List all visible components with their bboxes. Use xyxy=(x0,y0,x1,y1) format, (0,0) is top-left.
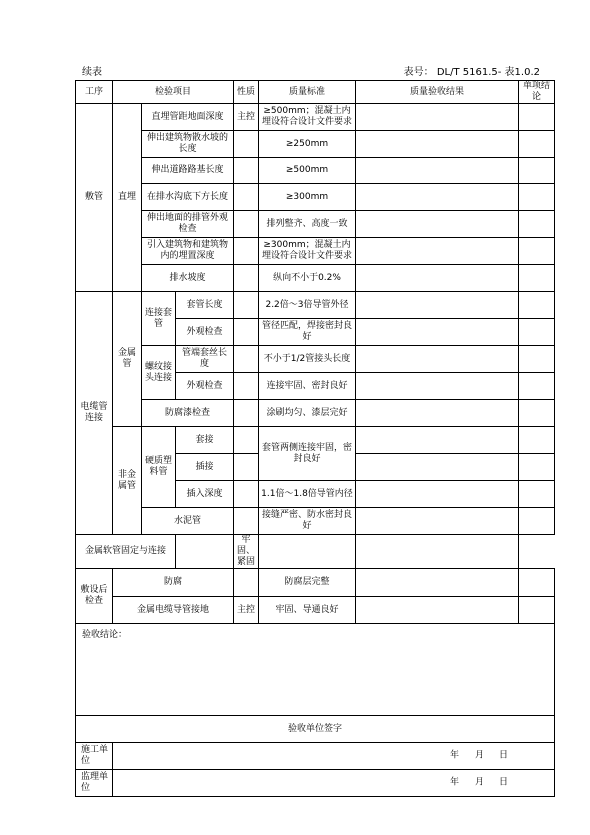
nature-cell[interactable] xyxy=(234,158,259,184)
nature-cell[interactable] xyxy=(234,131,259,158)
result-cell[interactable] xyxy=(356,292,519,319)
nature-cell[interactable] xyxy=(234,400,259,427)
col-nature: 性质 xyxy=(234,81,259,104)
conclusion-cell[interactable] xyxy=(519,319,555,346)
result-cell[interactable] xyxy=(356,427,519,454)
item-cell: 插接 xyxy=(176,454,234,481)
conclusion-cell[interactable] xyxy=(519,104,555,131)
nature-cell[interactable] xyxy=(234,569,259,597)
nature-cell[interactable] xyxy=(234,427,259,454)
section-metal: 金属管 xyxy=(113,292,142,427)
result-cell[interactable] xyxy=(356,104,519,131)
day-label: 日 xyxy=(499,750,509,761)
table-row xyxy=(76,508,555,535)
month-label: 月 xyxy=(475,777,485,788)
acceptance-conclusion[interactable] xyxy=(76,624,555,716)
nature-cell[interactable] xyxy=(234,292,259,319)
standard-cell: 防腐层完整 xyxy=(259,569,356,597)
result-cell[interactable] xyxy=(356,184,519,211)
result-cell[interactable] xyxy=(356,400,519,427)
standard-cell: 牢固、紧固 xyxy=(234,535,259,569)
item-cell: 在排水沟底下方长度 xyxy=(142,184,234,211)
standard-cell: ≥500mm xyxy=(259,158,356,184)
nature-cell[interactable] xyxy=(234,184,259,211)
table-row xyxy=(76,158,555,184)
item-cell: 外观检查 xyxy=(176,373,234,400)
nature-cell[interactable] xyxy=(234,211,259,238)
day-label: 日 xyxy=(499,777,509,788)
result-cell[interactable] xyxy=(356,481,519,508)
standard-cell: 管径匹配，焊接密封良好 xyxy=(259,319,356,346)
item-cell: 伸出道路路基长度 xyxy=(142,158,234,184)
table-row xyxy=(76,427,555,454)
standard-cell: 连接牢固、密封良好 xyxy=(259,373,356,400)
item-cell: 防腐漆检查 xyxy=(142,400,234,427)
inspection-table xyxy=(75,80,555,797)
nature-cell[interactable] xyxy=(234,508,259,535)
result-cell[interactable] xyxy=(356,238,519,265)
item-cell: 管端套丝长度 xyxy=(176,346,234,373)
conclusion-cell[interactable] xyxy=(519,373,555,400)
section-direct: 直埋 xyxy=(113,104,142,292)
nature-cell[interactable] xyxy=(234,265,259,292)
construction-row xyxy=(76,743,555,770)
table-row xyxy=(76,238,555,265)
table-row xyxy=(76,104,555,131)
conclusion-row xyxy=(76,624,555,716)
construction-signature[interactable] xyxy=(113,743,555,770)
table-row xyxy=(76,346,555,373)
item-cell: 套接 xyxy=(176,427,234,454)
standard-cell: ≥300mm xyxy=(259,184,356,211)
column-header-row xyxy=(76,81,555,104)
conclusion-cell[interactable] xyxy=(519,184,555,211)
construction-unit-label: 施工单位 xyxy=(76,743,113,770)
conclusion-cell[interactable] xyxy=(519,569,555,597)
result-cell[interactable] xyxy=(356,346,519,373)
sign-title-row xyxy=(76,716,555,743)
result-cell[interactable] xyxy=(356,265,519,292)
item-cell: 伸出建筑物散水坡的长度 xyxy=(142,131,234,158)
col-standard: 质量标准 xyxy=(259,81,356,104)
nature-cell[interactable] xyxy=(234,238,259,265)
item-cell: 套管长度 xyxy=(176,292,234,319)
conclusion-cell[interactable] xyxy=(519,481,555,508)
result-cell[interactable] xyxy=(356,454,519,481)
result-cell[interactable] xyxy=(356,597,519,624)
conclusion-cell[interactable] xyxy=(519,427,555,454)
item-cell: 金属电缆导管接地 xyxy=(113,597,234,624)
nature-cell[interactable] xyxy=(234,481,259,508)
standard-cell: ≥250mm xyxy=(259,131,356,158)
standard-cell: 1.1倍～1.8倍导管内径 xyxy=(259,481,356,508)
result-cell[interactable] xyxy=(356,373,519,400)
conclusion-cell[interactable] xyxy=(519,454,555,481)
conclusion-cell[interactable] xyxy=(519,400,555,427)
section-conduit: 电缆管连接 xyxy=(76,292,113,535)
supervision-unit-label: 监理单位 xyxy=(76,770,113,797)
conclusion-cell[interactable] xyxy=(519,346,555,373)
result-cell[interactable] xyxy=(259,535,356,569)
supervision-row xyxy=(76,770,555,797)
section-laying: 敷管 xyxy=(76,104,113,292)
conclusion-cell[interactable] xyxy=(519,238,555,265)
header-form-number: 表号： DL/T 5161.5- 表1.0.2 xyxy=(403,67,540,78)
item-cell: 金属软管固定与连接 xyxy=(76,535,176,569)
standard-cell: ≥300mm；混凝土内埋设符合设计文件要求 xyxy=(259,238,356,265)
table-row xyxy=(76,265,555,292)
conclusion-cell[interactable] xyxy=(519,597,555,624)
item-cell: 水泥管 xyxy=(142,508,234,535)
nature-cell: 主控 xyxy=(234,597,259,624)
standard-cell: 套管两侧连接牢固，密封良好 xyxy=(259,427,356,481)
section-thread: 螺纹接头连接 xyxy=(142,346,176,400)
standard-cell: 不小于1/2管接头长度 xyxy=(259,346,356,373)
table-row xyxy=(76,535,555,569)
standard-cell: 2.2倍～3倍导管外径 xyxy=(259,292,356,319)
nature-cell[interactable] xyxy=(234,319,259,346)
item-cell: 引入建筑物和建筑物内的埋置深度 xyxy=(142,238,234,265)
result-cell[interactable] xyxy=(356,569,519,597)
standard-cell: 排列整齐、高度一致 xyxy=(259,211,356,238)
table-row xyxy=(76,131,555,158)
col-process: 工序 xyxy=(76,81,113,104)
section-hard-plastic: 硬质塑料管 xyxy=(142,427,176,508)
table-row xyxy=(76,184,555,211)
col-result: 质量验收结果 xyxy=(356,81,519,104)
item-cell: 插入深度 xyxy=(176,481,234,508)
standard-cell: ≥500mm；混凝土内埋设符合设计文件要求 xyxy=(259,104,356,131)
nature-cell[interactable] xyxy=(234,346,259,373)
header-continued: 续表 xyxy=(82,67,102,78)
conclusion-cell[interactable] xyxy=(519,211,555,238)
conclusion-cell[interactable] xyxy=(356,535,519,569)
section-sleeve: 连接套管 xyxy=(142,292,176,346)
year-label: 年 xyxy=(450,750,460,761)
result-cell[interactable] xyxy=(356,319,519,346)
nature-cell: 主控 xyxy=(234,104,259,131)
section-after-laying: 敷设后检查 xyxy=(76,569,113,624)
standard-cell: 牢固、导通良好 xyxy=(259,597,356,624)
col-item: 检验项目 xyxy=(113,81,234,104)
section-nonmetal: 非金属管 xyxy=(113,427,142,535)
standard-cell: 纵向不小于0.2% xyxy=(259,265,356,292)
conclusion-cell[interactable] xyxy=(519,158,555,184)
conclusion-label: 验收结论： xyxy=(82,630,128,640)
item-cell: 直埋管距地面深度 xyxy=(142,104,234,131)
nature-cell[interactable] xyxy=(234,454,259,481)
sign-title: 验收单位签字 xyxy=(76,716,555,743)
table-row xyxy=(76,569,555,597)
month-label: 月 xyxy=(475,750,485,761)
item-cell: 排水坡度 xyxy=(142,265,234,292)
item-cell: 伸出地面的排管外观检查 xyxy=(142,211,234,238)
result-cell[interactable] xyxy=(356,158,519,184)
conclusion-cell[interactable] xyxy=(519,508,555,535)
item-cell: 外观检查 xyxy=(176,319,234,346)
nature-cell[interactable] xyxy=(176,535,234,569)
item-cell: 防腐 xyxy=(113,569,234,597)
col-conclusion: 单项结论 xyxy=(519,81,555,104)
supervision-signature[interactable] xyxy=(113,770,555,797)
standard-cell: 涂刷均匀、漆层完好 xyxy=(259,400,356,427)
table-row xyxy=(76,597,555,624)
result-cell[interactable] xyxy=(356,508,519,535)
nature-cell[interactable] xyxy=(234,373,259,400)
year-label: 年 xyxy=(450,777,460,788)
conclusion-cell[interactable] xyxy=(519,292,555,319)
result-cell[interactable] xyxy=(356,131,519,158)
conclusion-cell[interactable] xyxy=(519,265,555,292)
result-cell[interactable] xyxy=(356,211,519,238)
table-row xyxy=(76,292,555,319)
standard-cell: 接缝严密、防水密封良好 xyxy=(259,508,356,535)
conclusion-cell[interactable] xyxy=(519,131,555,158)
table-row xyxy=(76,211,555,238)
table-row xyxy=(76,400,555,427)
